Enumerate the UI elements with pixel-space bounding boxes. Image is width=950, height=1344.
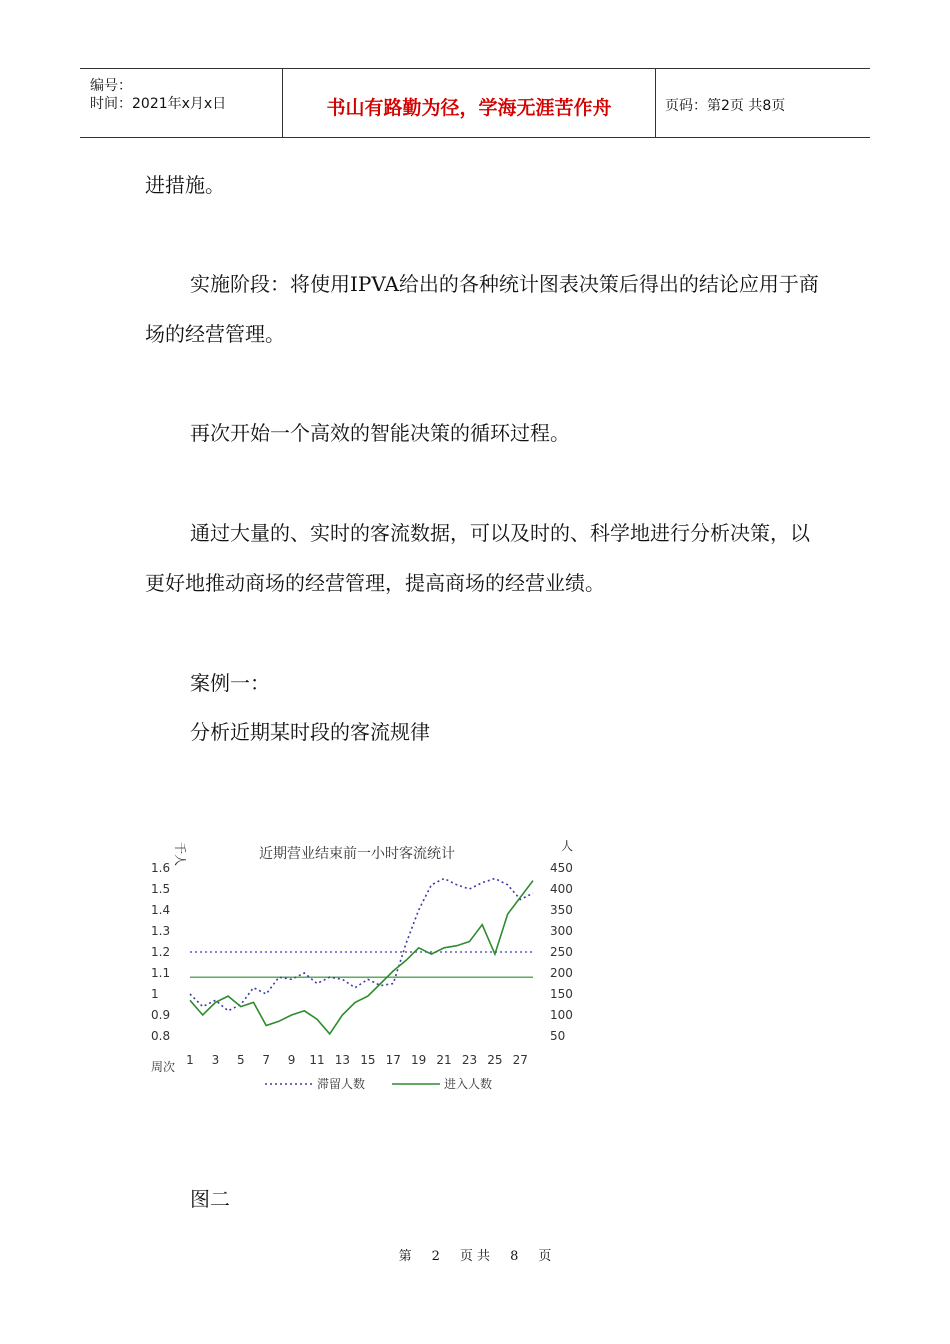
traffic-chart-svg bbox=[145, 828, 585, 1096]
x-tick-label: 5 bbox=[236, 1053, 245, 1067]
x-tick-label: 13 bbox=[334, 1053, 351, 1067]
case-title: 分析近期某时段的客流规律 bbox=[190, 720, 430, 744]
legend-stay-label: 滞留人数 bbox=[317, 1077, 366, 1091]
footer-prefix: 第 bbox=[398, 1249, 412, 1264]
header-motto: 书山有路勤为径，学海无涯苦作舟 bbox=[326, 97, 612, 119]
left-tick-label: 1 bbox=[151, 987, 159, 1001]
right-tick-label: 300 bbox=[550, 924, 573, 938]
time-label: 时间：2021年x月x日 bbox=[90, 96, 227, 112]
page-footer bbox=[0, 1245, 950, 1264]
left-tick-label: 1.5 bbox=[151, 882, 171, 896]
traffic-chart bbox=[145, 828, 585, 1096]
right-tick-label: 400 bbox=[550, 882, 573, 896]
left-tick-label: 1.6 bbox=[151, 861, 171, 875]
page-header bbox=[80, 68, 870, 138]
case-label: 案例一： bbox=[190, 671, 270, 695]
header-motto-cell bbox=[283, 69, 656, 137]
number-label: 编号： bbox=[90, 78, 132, 94]
right-tick-label: 200 bbox=[550, 966, 573, 980]
left-tick-label: 0.8 bbox=[151, 1029, 171, 1043]
right-tick-label: 250 bbox=[550, 945, 573, 959]
x-tick-label: 11 bbox=[309, 1053, 325, 1067]
header-page-info: 页码：第2页 共8页 bbox=[665, 98, 786, 114]
footer-page-num: 2 bbox=[431, 1249, 440, 1264]
x-tick-label: 27 bbox=[512, 1053, 528, 1067]
header-page-cell bbox=[656, 69, 870, 137]
header-meta bbox=[80, 69, 283, 137]
x-tick-label: 9 bbox=[287, 1053, 296, 1067]
x-tick-label: 17 bbox=[385, 1053, 401, 1067]
left-tick-label: 1.1 bbox=[151, 966, 171, 980]
footer-mid: 页 共 bbox=[459, 1249, 491, 1264]
left-tick-label: 0.9 bbox=[151, 1008, 171, 1022]
x-tick-label: 3 bbox=[211, 1053, 220, 1067]
paragraph-4: 通过大量的、实时的客流数据，可以及时的、科学地进行分析决策，以更好地推动商场的经营管理，提高商场的经营业绩。 bbox=[145, 521, 810, 595]
paragraph-3: 再次开始一个高效的智能决策的循环过程。 bbox=[190, 421, 570, 445]
x-tick-label: 1 bbox=[186, 1053, 194, 1067]
paragraph-2: 实施阶段：将使用IPVA给出的各种统计图表决策后得出的结论应用于商场的经营管理。 bbox=[145, 272, 819, 346]
stay-series-line bbox=[190, 879, 533, 1011]
right-tick-label: 150 bbox=[550, 987, 573, 1001]
left-tick-label: 1.2 bbox=[151, 945, 171, 959]
right-tick-label: 100 bbox=[550, 1008, 573, 1022]
left-tick-label: 1.4 bbox=[151, 903, 171, 917]
x-tick-label: 15 bbox=[360, 1053, 376, 1067]
right-tick-label: 450 bbox=[550, 861, 573, 875]
chart-title: 近期营业结束前一小时客流统计 bbox=[259, 846, 455, 862]
legend-enter-label: 进入人数 bbox=[444, 1077, 493, 1091]
left-tick-label: 1.3 bbox=[151, 924, 171, 938]
x-tick-label: 23 bbox=[461, 1053, 478, 1067]
x-tick-label: 19 bbox=[411, 1053, 427, 1067]
left-axis-unit: 千人 bbox=[173, 842, 187, 867]
x-tick-label: 25 bbox=[487, 1053, 503, 1067]
paragraph-1: 进措施。 bbox=[145, 173, 225, 197]
x-axis-label: 周次 bbox=[151, 1060, 176, 1074]
x-tick-label: 21 bbox=[436, 1053, 452, 1067]
figure-caption: 图二 bbox=[190, 1187, 230, 1211]
footer-suffix: 页 bbox=[538, 1249, 552, 1264]
right-axis-unit: 人 bbox=[561, 839, 574, 853]
enter-series-line bbox=[190, 881, 533, 1034]
footer-total: 8 bbox=[510, 1249, 519, 1264]
right-tick-label: 50 bbox=[550, 1029, 566, 1043]
x-tick-label: 7 bbox=[262, 1053, 271, 1067]
right-tick-label: 350 bbox=[550, 903, 573, 917]
